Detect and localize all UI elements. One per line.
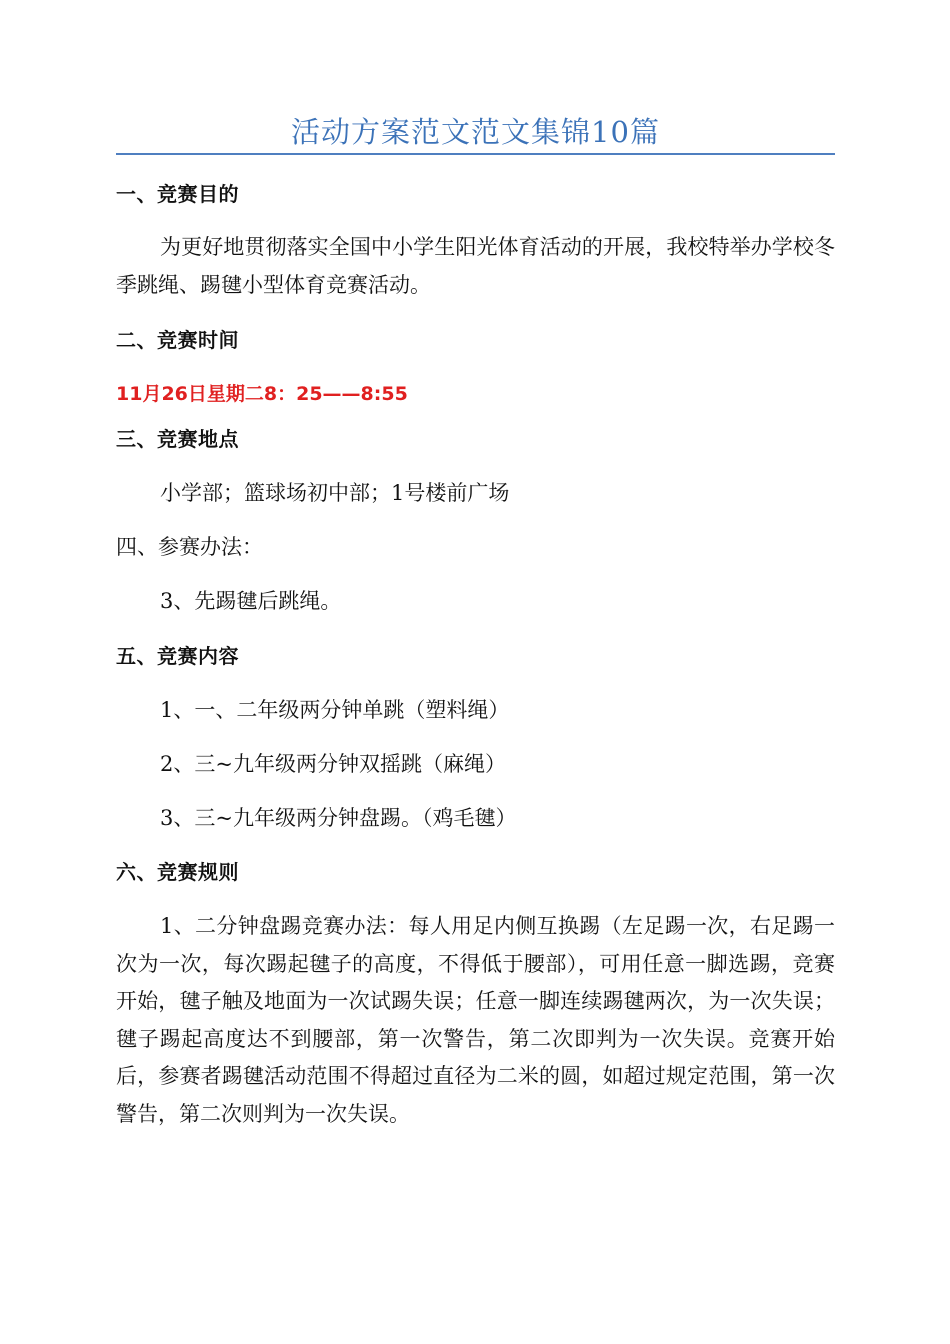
content-item-2: 2、三~九年级两分钟双摇跳（麻绳） <box>160 752 506 776</box>
section-5-heading: 五、竞赛内容 <box>116 644 239 668</box>
content-item-1: 1、一、二年级两分钟单跳（塑料绳） <box>160 698 510 722</box>
section-1-heading: 一、竞赛目的 <box>116 182 239 206</box>
section-6-heading: 六、竞赛规则 <box>116 860 239 884</box>
section-1-body: 为更好地贯彻落实全国中小学生阳光体育活动的开展，我校特举办学校冬季跳绳、踢毽小型体育竞赛活动。 <box>116 235 835 297</box>
competition-time: 11月26日星期二8：25——8:55 <box>116 383 408 405</box>
document-title: 活动方案范文范文集锦10篇 <box>291 115 660 149</box>
section-6-body: 1、二分钟盘踢竞赛办法：每人用足内侧互换踢（左足踢一次，右足踢一次为一次，每次踢起毽子的高度，不得低于腰部），可用任意一脚选踢，竞赛开始，毽子触及地面为一次试踢失误；任意一脚连续踢毽两次，为一次失误；毽子踢起高度达不到腰部，第一次警告，第二次即判为一次失误。竞赛开始后，参赛者踢毽活动范围不得超过直径为二米的圆，如超过规定范围，第一次警告，第二次则判为一次失误。 <box>116 914 835 1126</box>
section-4-body: 3、先踢毽后跳绳。 <box>160 589 342 613</box>
section-3-body: 小学部；篮球场初中部；1号楼前广场 <box>160 481 510 505</box>
section-3-heading: 三、竞赛地点 <box>116 427 239 451</box>
section-4-heading: 四、参赛办法： <box>116 535 263 559</box>
content-item-3: 3、三~九年级两分钟盘踢。（鸡毛毽） <box>160 806 517 830</box>
section-2-heading: 二、竞赛时间 <box>116 328 239 352</box>
title-underline <box>116 153 835 155</box>
